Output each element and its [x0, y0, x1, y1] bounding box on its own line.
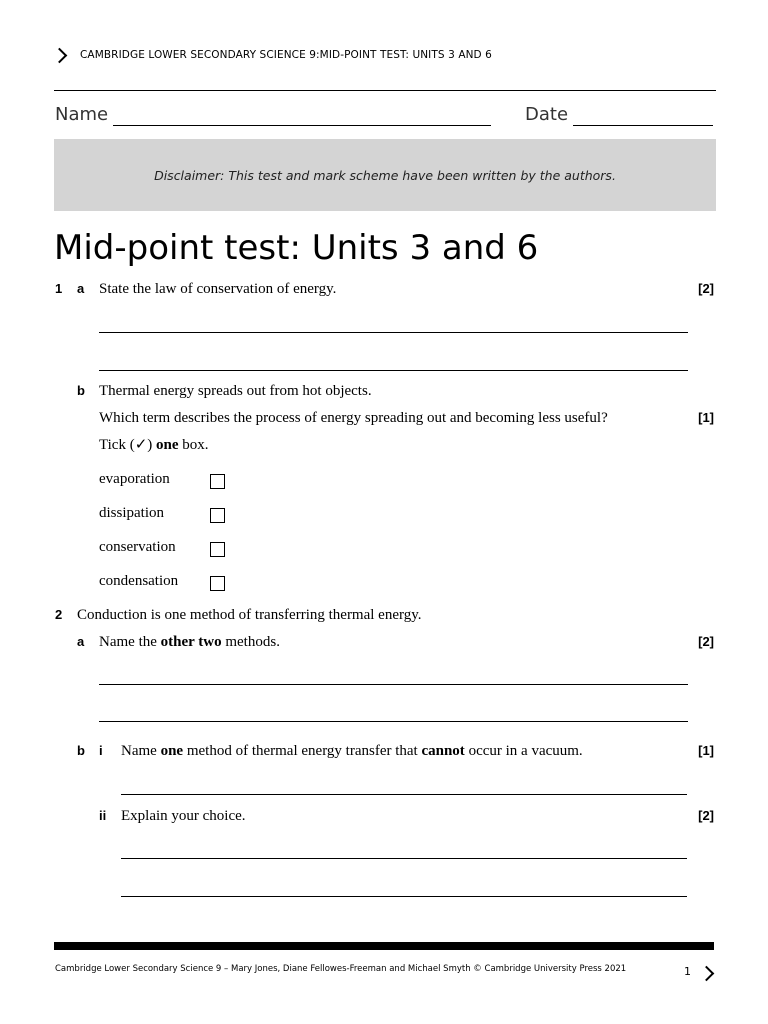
option-label: dissipation	[99, 505, 165, 521]
instruction-bold: one	[156, 437, 179, 453]
question-bold: other two	[160, 634, 222, 650]
page-title: Mid-point test: Units 3 and 6	[54, 228, 539, 268]
question-pre: Name	[121, 743, 161, 759]
page-number: 1	[684, 965, 691, 978]
option-label: conservation	[99, 539, 176, 555]
answer-line[interactable]	[99, 370, 688, 371]
question-number: 2	[55, 607, 63, 622]
tick-box[interactable]	[210, 508, 225, 523]
tick-box[interactable]	[210, 542, 225, 557]
question-bold: cannot	[421, 743, 465, 759]
question-mid: method of thermal energy transfer that	[183, 743, 422, 759]
question-text: Conduction is one method of transferring thermal energy.	[77, 607, 422, 623]
answer-line[interactable]	[99, 332, 688, 333]
answer-line[interactable]	[121, 794, 687, 795]
question-pre: Name the	[99, 634, 161, 650]
chevron-right-icon	[52, 48, 68, 64]
disclaimer-text: Disclaimer: This test and mark scheme have been written by the authors.	[154, 167, 616, 183]
question-post: occur in a vacuum.	[464, 743, 583, 759]
option-label: condensation	[99, 573, 179, 589]
subpart-label: i	[99, 743, 103, 758]
part-label: a	[77, 281, 85, 296]
name-label: Name	[55, 104, 109, 125]
answer-line[interactable]	[99, 684, 688, 685]
disclaimer-banner	[54, 139, 716, 211]
question-text: Which term describes the process of energy spreading out and becoming less useful?	[99, 410, 608, 426]
marks-label: [2]	[698, 808, 714, 823]
marks-label: [1]	[698, 743, 714, 758]
part-label: b	[77, 383, 85, 398]
header-rule	[54, 90, 716, 91]
question-text: State the law of conservation of energy.	[99, 281, 337, 297]
date-label: Date	[525, 104, 569, 125]
answer-line[interactable]	[121, 896, 687, 897]
question-text	[121, 741, 583, 761]
chevron-right-icon[interactable]	[699, 966, 715, 982]
question-text: Thermal energy spreads out from hot objects.	[99, 383, 372, 399]
question-post: methods.	[221, 634, 280, 650]
question-text: Explain your choice.	[121, 808, 246, 824]
answer-line[interactable]	[99, 721, 688, 722]
footer-text: Cambridge Lower Secondary Science 9 – Mary Jones, Diane Fellowes-Freeman and Michael Smyth © Cambridge University Press 2021	[55, 964, 627, 974]
option-label: evaporation	[99, 471, 170, 487]
question-number: 1	[55, 281, 63, 296]
tick-box[interactable]	[210, 474, 225, 489]
footer-bar	[54, 942, 714, 950]
instruction-pre: Tick (✓)	[99, 437, 157, 453]
name-field[interactable]	[113, 125, 491, 126]
question-bold: one	[160, 743, 184, 759]
marks-label: [1]	[698, 410, 714, 425]
instruction-post: box.	[178, 437, 209, 453]
marks-label: [2]	[698, 634, 714, 649]
marks-label: [2]	[698, 281, 714, 296]
part-label: b	[77, 743, 85, 758]
header-title: CAMBRIDGE LOWER SECONDARY SCIENCE 9:MID-POINT TEST: UNITS 3 AND 6	[80, 49, 492, 61]
tick-box[interactable]	[210, 576, 225, 591]
part-label: a	[77, 634, 85, 649]
answer-line[interactable]	[121, 858, 687, 859]
instruction-text	[99, 435, 209, 455]
date-field[interactable]	[573, 125, 713, 126]
question-text	[99, 632, 280, 652]
subpart-label: ii	[99, 808, 107, 823]
